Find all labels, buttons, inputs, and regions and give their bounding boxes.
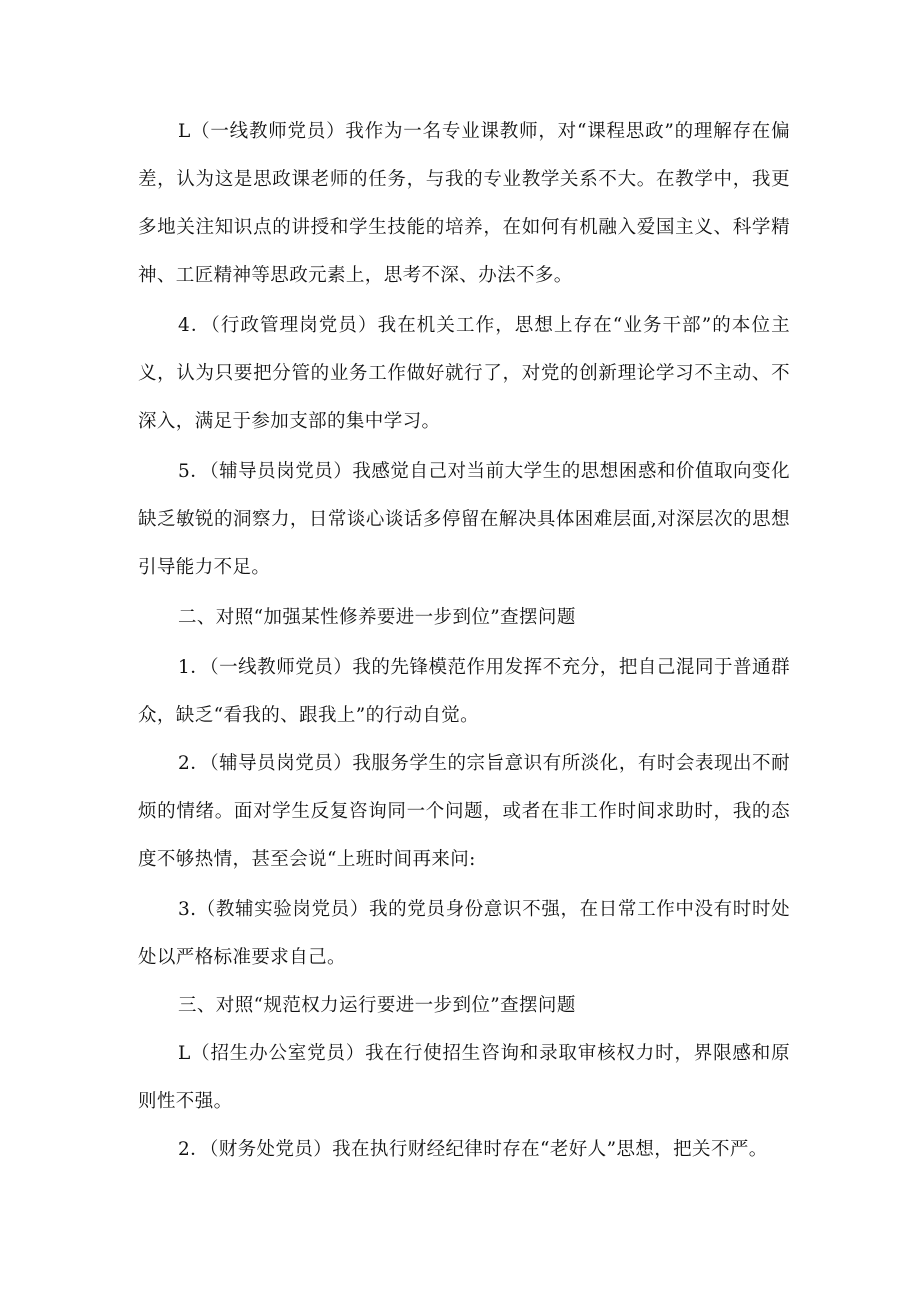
paragraph-finance-office: 2．（财务处党员）我在执行财经纪律时存在“老好人”思想，把关不严。: [178, 1139, 768, 1160]
paragraph-teacher-vanguard: 1．（一线教师党员）我的先锋模范作用发挥不充分，把自己混同于普通群众，缺乏“看我的、跟我上”的行动自觉。: [138, 657, 790, 726]
paragraph-admin-staff: 4．（行政管理岗党员）我在机关工作，思想上存在“业务干部”的本位主义，认为只要把分管的业务工作做好就行了，对党的创新理论学习不主动、不深入，满足于参加支部的集中学习。: [138, 315, 790, 432]
section-heading-2: 二、对照“加强某性修养要进一步到位”查摆问题: [178, 607, 576, 628]
paragraph-teacher-course-ideology: L（一线教师党员）我作为一名专业课教师，对“课程思政”的理解存在偏差，认为这是思政课老师的任务，与我的专业教学关系不大。在教学中，我更多地关注知识点的讲授和学生技能的培养，在如何有机融入爱国主义、科学精神、工匠精神等思政元素上，思考不深、办法不多。: [138, 121, 790, 286]
paragraph-admissions-office: L（招生办公室党员）我在行使招生咨询和录取审核权力时，界限感和原则性不强。: [138, 1043, 790, 1112]
paragraph-counselor-service: 2．（辅导员岗党员）我服务学生的宗旨意识有所淡化，有时会表现出不耐烦的情绪。面对学生反复咨询同一个问题，或者在非工作时间求助时，我的态度不够热情，甚至会说“上班时间再来问:: [138, 753, 790, 870]
section-heading-3: 三、对照“规范权力运行要进一步到位”查摆问题: [178, 995, 576, 1016]
paragraph-counselor-insight: 5．（辅导员岗党员）我感觉自己对当前大学生的思想困惑和价值取向变化缺乏敏锐的洞察力，日常谈心谈话多停留在解决具体困难层面,对深层次的思想引导能力不足。: [138, 461, 790, 578]
paragraph-lab-staff: 3.（教辅实验岗党员）我的党员身份意识不强，在日常工作中没有时时处处以严格标准要求自己。: [138, 899, 790, 968]
